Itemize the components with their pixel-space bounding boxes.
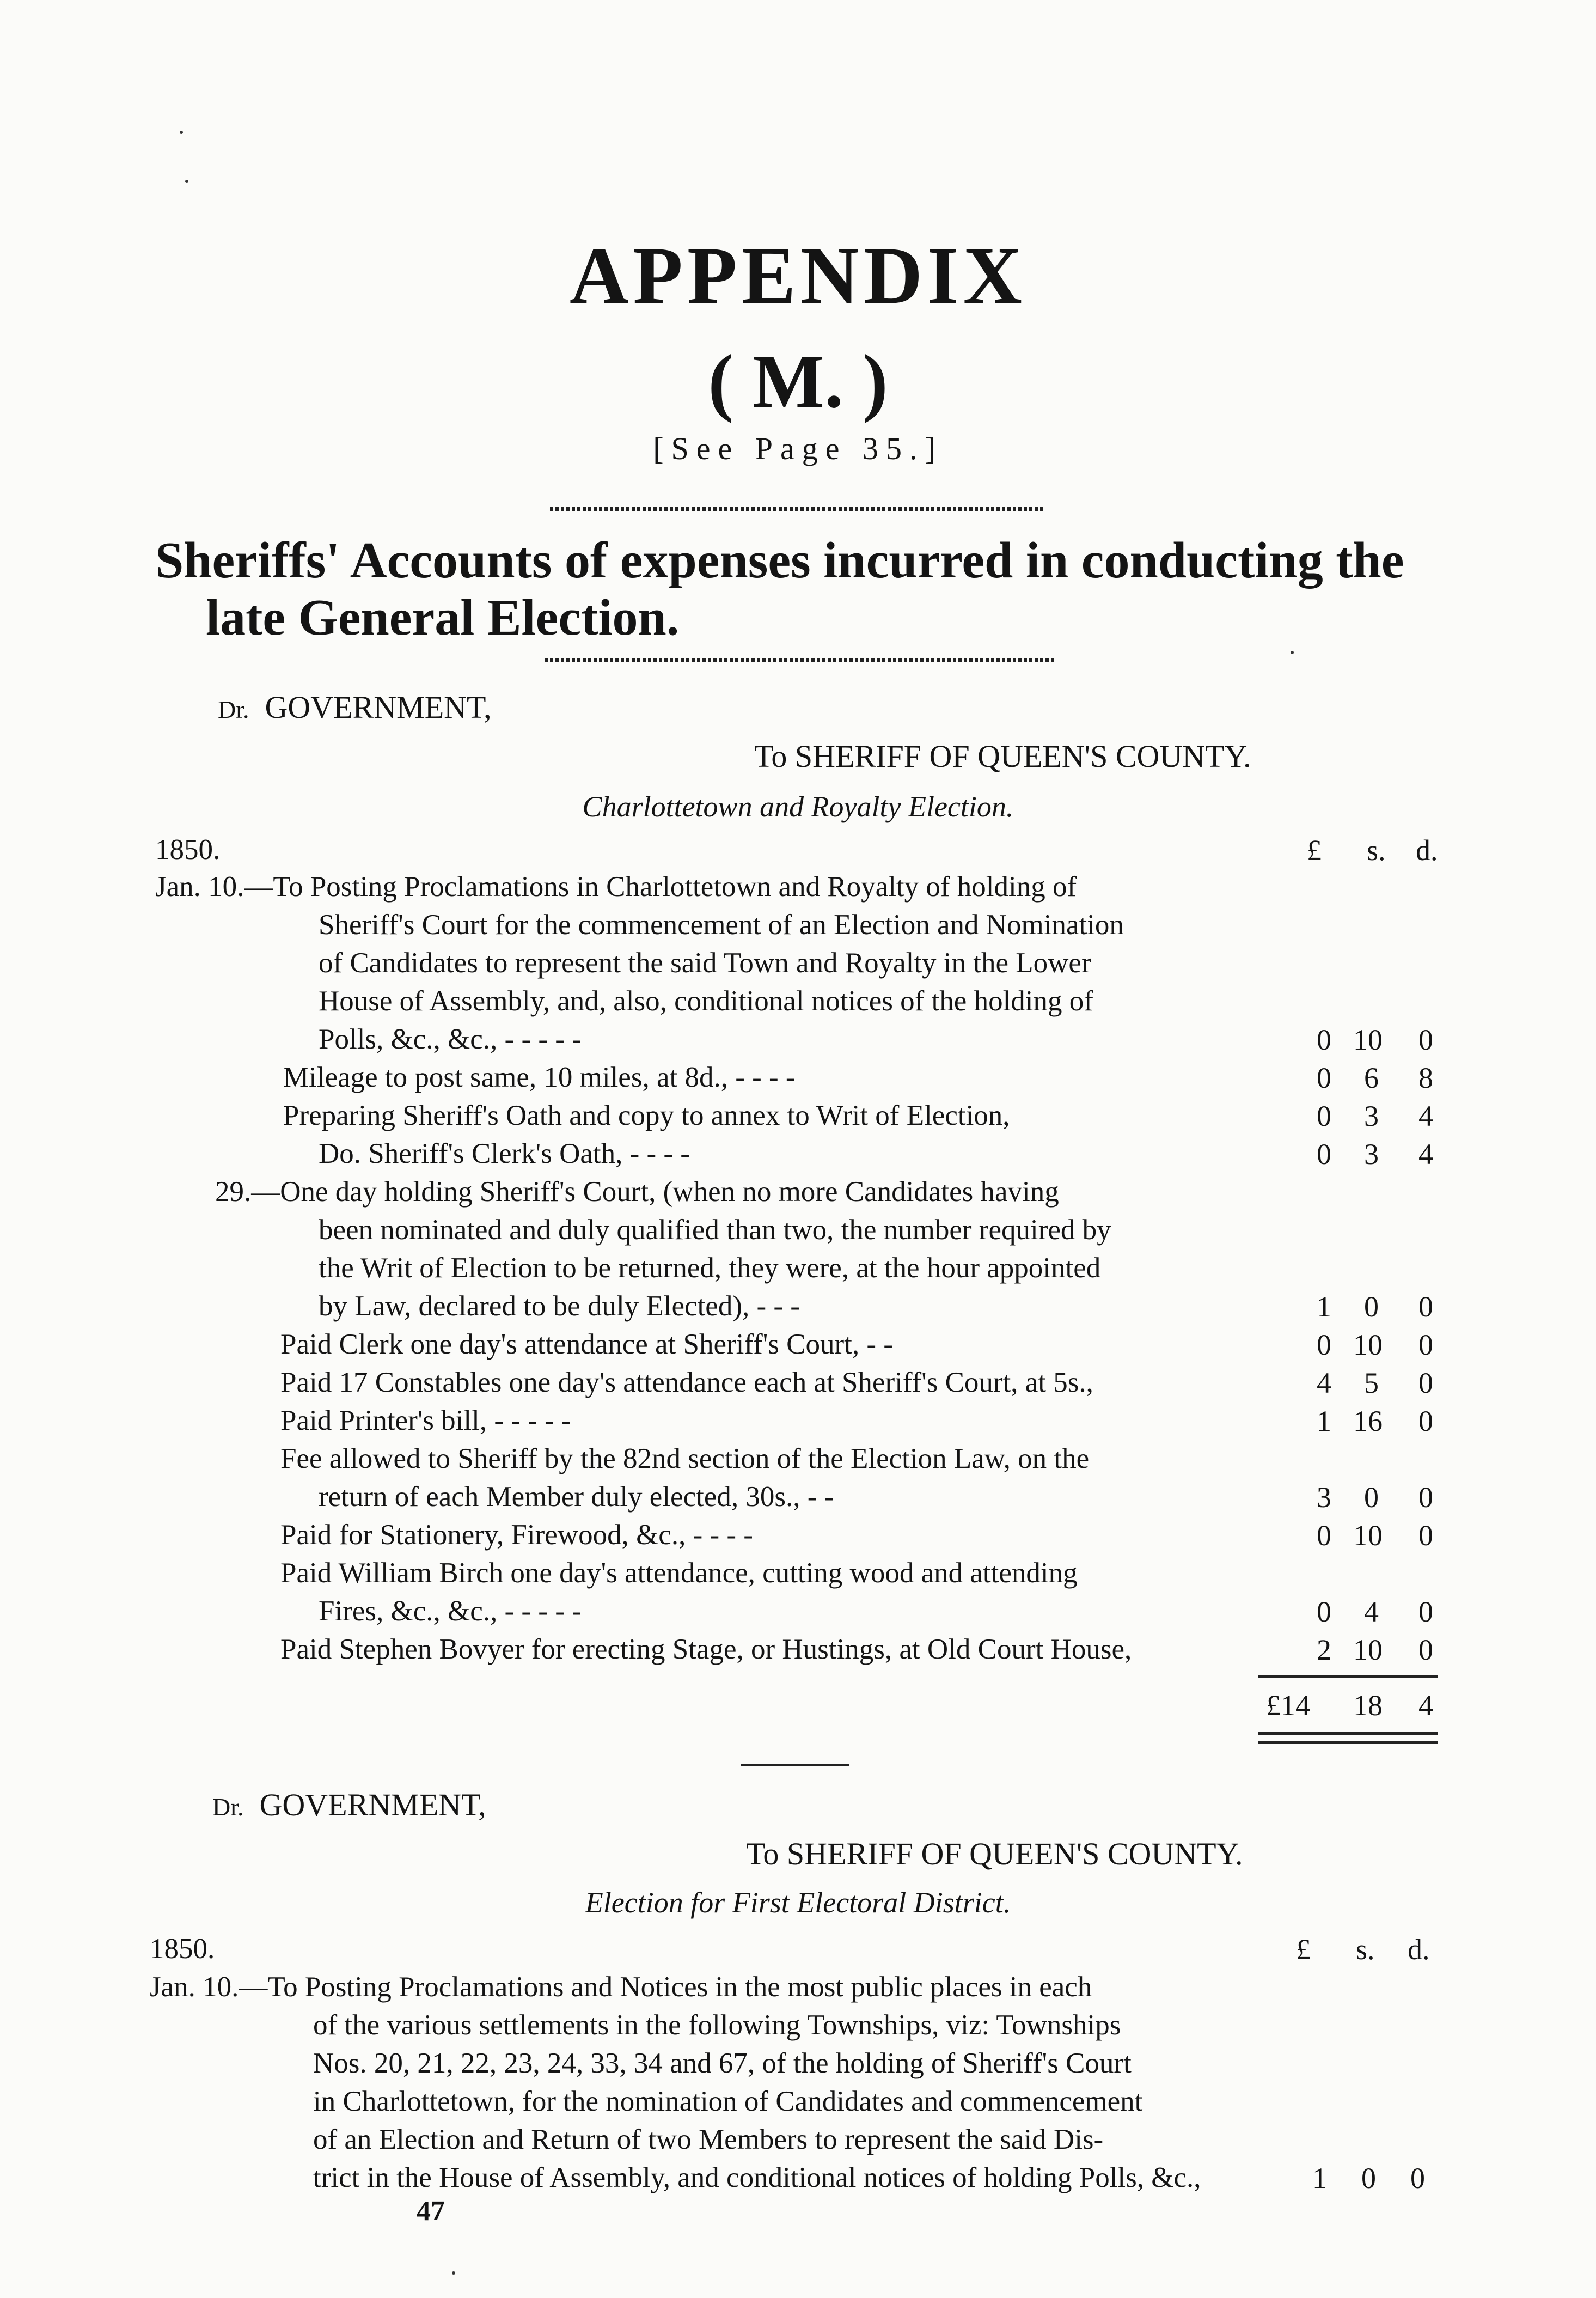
scan-speck	[1291, 651, 1294, 654]
account1-line: Paid 17 Constables one day's attendance each at Sheriff's Court, at 5s.,	[280, 1367, 1093, 1398]
account1-year: 1850.	[155, 834, 221, 865]
amount-pounds: 4	[1317, 1367, 1331, 1399]
amount-shillings: 3	[1364, 1100, 1379, 1132]
amount-pence: 0	[1418, 1481, 1433, 1514]
account2-line: Jan. 10.—To Posting Proclamations and Notices in the most public places in each	[150, 1971, 1092, 2003]
pounds-header: £	[1296, 1933, 1311, 1966]
total-double-rule	[1258, 1732, 1438, 1735]
see-page-reference: [See Page 35.]	[653, 431, 943, 466]
decorative-rule	[545, 658, 1056, 662]
decorative-rule	[550, 507, 1045, 511]
amount-pounds: 3	[1317, 1481, 1331, 1514]
amount-shillings: 10	[1353, 1519, 1383, 1552]
heading-line-2: late General Election.	[206, 589, 680, 646]
amount-pence: 0	[1418, 1633, 1433, 1666]
account2-line: in Charlottetown, for the nomination of Candidates and commencement	[313, 2086, 1143, 2117]
account1-line: Fee allowed to Sheriff by the 82nd section of the Election Law, on the	[280, 1443, 1090, 1474]
amount-shillings: 10	[1353, 1023, 1383, 1056]
account1-line: Paid Stephen Bovyer for erecting Stage, or Hustings, at Old Court House,	[280, 1633, 1132, 1665]
account1-line: Polls, &c., &c., - - - - -	[319, 1023, 582, 1055]
account1-line: Do. Sheriff's Clerk's Oath, - - - -	[319, 1138, 690, 1169]
shillings-header: s.	[1367, 834, 1386, 867]
account1-line: by Law, declared to be duly Elected), - - -	[319, 1290, 800, 1322]
section-divider	[741, 1764, 849, 1766]
amount-shillings: 10	[1353, 1328, 1383, 1361]
amount-pence: 0	[1418, 1519, 1433, 1552]
scan-speck	[185, 180, 188, 183]
account1-line: been nominated and duly qualified than two, the number required by	[319, 1214, 1111, 1246]
amount-pence: 8	[1418, 1062, 1433, 1094]
amount-shillings: 0	[1364, 1290, 1379, 1323]
amount-pence: 4	[1418, 1138, 1433, 1171]
scan-speck	[452, 2271, 455, 2275]
account1-line: Paid Clerk one day's attendance at Sheriff's Court, - -	[280, 1328, 893, 1360]
account2-debtor	[212, 1787, 486, 1823]
amount-pounds: 1	[1317, 1290, 1331, 1323]
account1-debtor	[218, 689, 492, 726]
appendix-title: APPENDIX	[570, 230, 1026, 321]
total-shillings: 18	[1353, 1689, 1383, 1722]
account1-line: House of Assembly, and, also, conditional notices of the holding of	[319, 985, 1093, 1017]
page-number: 47	[417, 2196, 445, 2227]
amount-pounds: 1	[1317, 1405, 1331, 1437]
account1-subtitle: Charlottetown and Royalty Election.	[582, 790, 1014, 823]
account2-creditor: To SHERIFF OF QUEEN'S COUNTY.	[746, 1836, 1243, 1872]
government-label: GOVERNMENT,	[265, 690, 492, 725]
account2-line: of the various settlements in the following Townships, viz: Townships	[313, 2009, 1121, 2041]
total-pence: 4	[1418, 1689, 1433, 1722]
dr-label: Dr.	[218, 696, 249, 723]
amount-pounds: 0	[1317, 1138, 1331, 1171]
total-pounds: £14	[1266, 1689, 1310, 1722]
account1-creditor: To SHERIFF OF QUEEN'S COUNTY.	[754, 739, 1251, 774]
account2-line: trict in the House of Assembly, and conditional notices of holding Polls, &c.,	[313, 2162, 1201, 2193]
amount-pounds: 0	[1317, 1100, 1331, 1132]
amount-pounds: 2	[1317, 1633, 1331, 1666]
account1-line: Jan. 10.—To Posting Proclamations in Charlottetown and Royalty of holding of	[155, 871, 1077, 903]
amount-pence: 0	[1418, 1328, 1433, 1361]
shillings-header: s.	[1356, 1933, 1375, 1966]
amount-pence: 0	[1418, 1023, 1433, 1056]
pence-header: d.	[1416, 834, 1438, 867]
amount-pence: 0	[1418, 1405, 1433, 1437]
account1-line: Paid William Birch one day's attendance, cutting wood and attending	[280, 1557, 1078, 1589]
amount-pence: 0	[1418, 1595, 1433, 1628]
amount-pounds: 1	[1312, 2162, 1327, 2195]
amount-shillings: 5	[1364, 1367, 1379, 1399]
amount-pence: 4	[1418, 1100, 1433, 1132]
amount-shillings: 6	[1364, 1062, 1379, 1094]
amount-shillings: 16	[1353, 1405, 1383, 1437]
appendix-letter: ( M. )	[708, 339, 888, 424]
amount-pounds: 0	[1317, 1023, 1331, 1056]
amount-pounds: 0	[1317, 1062, 1331, 1094]
amount-shillings: 0	[1364, 1481, 1379, 1514]
amount-pounds: 0	[1317, 1519, 1331, 1552]
account1-line: return of each Member duly elected, 30s., - -	[319, 1481, 834, 1513]
account1-line: the Writ of Election to be returned, they were, at the hour appointed	[319, 1252, 1101, 1284]
account1-line: Fires, &c., &c., - - - - -	[319, 1595, 582, 1627]
amount-shillings: 0	[1361, 2162, 1376, 2195]
amount-shillings: 10	[1353, 1633, 1383, 1666]
account2-line: Nos. 20, 21, 22, 23, 24, 33, 34 and 67, of the holding of Sheriff's Court	[313, 2047, 1132, 2079]
amount-pounds: 0	[1317, 1328, 1331, 1361]
total-double-rule	[1258, 1741, 1438, 1744]
account1-line: Paid Printer's bill, - - - - -	[280, 1405, 571, 1436]
account1-line: Sheriff's Court for the commencement of an Election and Nomination	[319, 909, 1124, 941]
pounds-header: £	[1307, 834, 1322, 867]
amount-pence: 0	[1418, 1290, 1433, 1323]
dr-label: Dr.	[212, 1793, 244, 1821]
account2-line: of an Election and Return of two Members to represent the said Dis-	[313, 2124, 1104, 2155]
amount-pence: 0	[1410, 2162, 1425, 2195]
amount-shillings: 4	[1364, 1595, 1379, 1628]
account1-line: Mileage to post same, 10 miles, at 8d., - - - -	[283, 1062, 796, 1093]
sum-rule	[1258, 1675, 1438, 1678]
account2-subtitle: Election for First Electoral District.	[585, 1886, 1011, 1919]
account2-year: 1850.	[150, 1933, 215, 1965]
amount-pence: 0	[1418, 1367, 1433, 1399]
scan-speck	[180, 131, 183, 134]
account1-line: of Candidates to represent the said Town and Royalty in the Lower	[319, 947, 1091, 979]
account1-line: 29.—One day holding Sheriff's Court, (when no more Candidates having	[215, 1176, 1059, 1208]
amount-pounds: 0	[1317, 1595, 1331, 1628]
heading-line-1: Sheriffs' Accounts of expenses incurred in conducting the	[155, 532, 1404, 589]
account1-line: Paid for Stationery, Firewood, &c., - - - -	[280, 1519, 753, 1551]
government-label: GOVERNMENT,	[259, 1787, 486, 1822]
pence-header: d.	[1408, 1933, 1430, 1966]
account1-line: Preparing Sheriff's Oath and copy to annex to Writ of Election,	[283, 1100, 1010, 1131]
amount-shillings: 3	[1364, 1138, 1379, 1171]
